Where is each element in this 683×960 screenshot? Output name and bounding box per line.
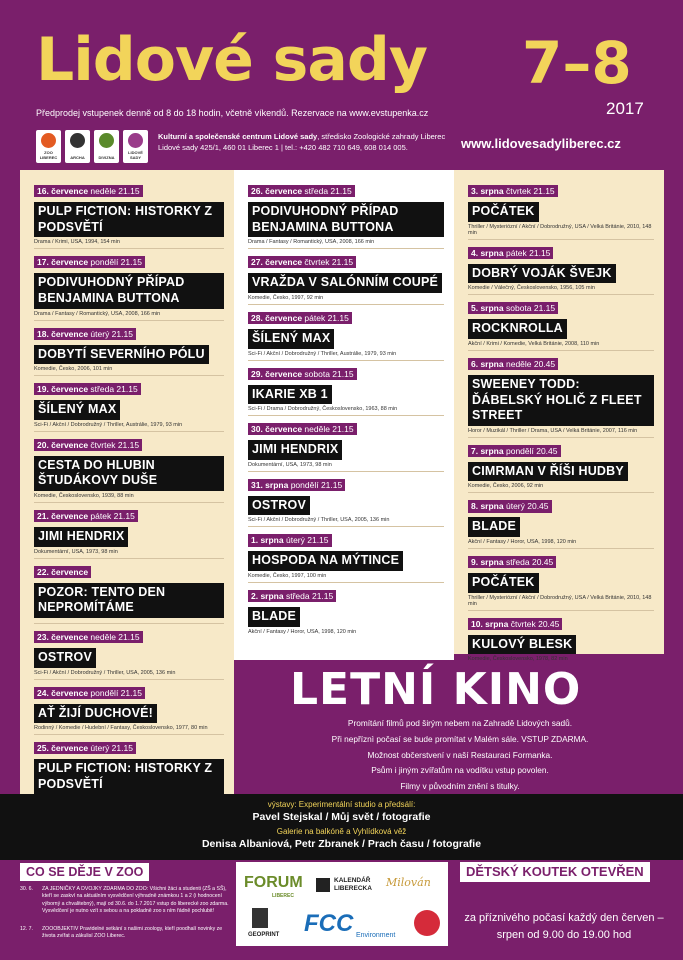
film-title: IKARIE XB 1 <box>248 385 332 405</box>
film-desc: Sci-Fi / Akční / Dobrodružný / Thriller, USA, 2005, 136 min <box>34 669 176 676</box>
milovan-logo: Milován <box>386 876 431 889</box>
zoo-item <box>20 886 230 915</box>
film-desc: Horor / Muzikál / Thriller / Drama, USA / Velká Británie, 2007, 116 min <box>468 427 638 434</box>
film-date <box>34 631 143 643</box>
film-entry <box>248 415 444 471</box>
geoprint-logo: GEOPRINT <box>248 932 280 938</box>
partner-logo <box>36 130 61 163</box>
zoo-item-date: 12. 7. <box>20 926 33 932</box>
film-date <box>34 510 138 522</box>
film-time: pondělí 21.15 <box>290 479 343 490</box>
film-title: DOBRÝ VOJÁK ŠVEJK <box>468 264 616 284</box>
exhibition-1-heading: výstavy: Experimentální studio a předsálí: <box>267 800 416 809</box>
film-entry <box>34 375 224 431</box>
letni-kino-line: Promítání filmů pod širým nebem na Zahradě Lidových sadů. <box>347 718 573 728</box>
partner-logo <box>65 130 90 163</box>
logo-caption: ZOO LIBEREC <box>39 150 58 160</box>
film-date <box>34 256 145 268</box>
film-date <box>34 687 145 699</box>
film-date <box>34 383 141 395</box>
film-date <box>248 256 356 268</box>
film-title: BLADE <box>248 607 300 627</box>
film-title: POČÁTEK <box>468 573 539 593</box>
film-title: HOSPODA NA MÝTINCE <box>248 551 403 571</box>
film-time: pondělí 21.15 <box>90 257 142 268</box>
film-date-day: 1. srpna <box>251 535 284 546</box>
fcc-sub: Environment <box>356 932 396 939</box>
film-desc: Sci-Fi / Akční / Dobrodružný / Thriller, Austrálie, 1979, 93 min <box>248 350 397 357</box>
film-date <box>248 368 357 380</box>
forum-sub: LIBEREC <box>272 893 294 899</box>
film-entry <box>468 437 654 493</box>
zoo-item <box>20 926 230 941</box>
kids-corner-title: DĚTSKÝ KOUTEK OTEVŘEN <box>460 862 650 882</box>
film-time: sobota 21.15 <box>505 303 556 314</box>
logo-mark-icon <box>70 133 85 148</box>
film-date <box>248 534 332 546</box>
program-column-1 <box>20 170 234 796</box>
center-address: Lidové sady 425/1, 460 01 Liberec 1 | tel.: +420 482 710 649, 608 014 005. <box>158 143 408 153</box>
film-time: neděle 21.15 <box>90 631 140 642</box>
film-date-day: 7. srpna <box>471 445 504 456</box>
film-time: středa 20.45 <box>505 557 554 567</box>
film-title: DOBYTÍ SEVERNÍHO PÓLU <box>34 345 209 365</box>
letni-kino-line: Psům i jiným zvířatům na vodítku vstup povolen. <box>371 765 549 776</box>
strawberry-icon <box>414 910 440 936</box>
zoo-item-date: 30. 6. <box>20 886 33 892</box>
film-title: PULP FICTION: HISTORKY Z PODSVĚTÍ <box>34 202 224 237</box>
film-date <box>468 618 562 630</box>
film-date-day: 31. srpna <box>251 479 289 490</box>
event-title: Lidové sady <box>36 25 427 95</box>
year: 2017 <box>606 99 644 118</box>
film-entry <box>468 610 654 666</box>
film-time: neděle 20.45 <box>505 358 556 369</box>
film-date-day: 6. srpna <box>471 358 504 369</box>
film-title: BLADE <box>468 517 520 537</box>
film-desc: Komedie, Česko, 1997, 100 min <box>248 573 327 579</box>
presale-info: Předprodej vstupenek denně od 8 do 18 hodin, včetně víkendů. Rezervace na www.evstupenka.cz <box>36 108 429 118</box>
logo-mark-icon <box>99 133 114 148</box>
exhibitions-band <box>0 794 683 860</box>
film-entry <box>468 294 654 350</box>
film-title: OSTROV <box>34 648 96 668</box>
film-entry <box>34 558 224 623</box>
film-title: JIMI HENDRIX <box>34 527 128 547</box>
film-desc: Akční / Fantasy / Horor, USA, 1998, 120 min <box>468 539 577 545</box>
film-time: pátek 21.15 <box>304 312 349 323</box>
film-date-day: 5. srpna <box>471 303 504 314</box>
film-date <box>248 185 355 197</box>
film-date <box>34 742 136 754</box>
kalendar-logo: KALENDÁŘ LIBERECKA <box>334 877 372 892</box>
film-date <box>468 185 558 197</box>
kalendar-icon <box>316 878 330 892</box>
letni-kino-title: LETNÍ KINO <box>290 664 582 715</box>
film-date-day: 8. srpna <box>471 501 504 512</box>
film-date <box>34 328 136 340</box>
film-title: POČÁTEK <box>468 202 539 222</box>
film-date-day: 20. července <box>37 439 89 450</box>
film-date <box>468 500 552 512</box>
logo-mark-icon <box>41 133 56 148</box>
letni-kino-line: Při nepříznì počasí se bude promítat v Malém sále. VSTUP ZDARMA. <box>331 733 589 744</box>
film-date <box>248 590 336 602</box>
film-title: POZOR: TENTO DEN NEPROMÍTÁME <box>34 583 224 618</box>
zoo-heading: CO SE DĚJE V ZOO <box>20 863 149 881</box>
film-time: úterý 21.15 <box>285 535 329 546</box>
film-desc: Drama / Fantasy / Romantický, USA, 2008, 166 min <box>34 310 161 317</box>
film-title: OSTROV <box>248 496 310 516</box>
film-desc: Komedie / Válečný, Československo, 1956, 105 min <box>468 285 595 292</box>
program-column-3 <box>454 170 664 663</box>
film-date-day: 4. srpna <box>471 247 504 258</box>
partner-logo <box>123 130 148 163</box>
letni-kino-line: Filmy v původním znění s titulky. <box>400 781 520 791</box>
film-date-day: 25. července <box>37 743 89 754</box>
film-desc: Thriller / Mysteriózní / Akční / Dobrodružný, USA / Velká Británie, 2010, 148 min <box>468 594 652 607</box>
partner-logos <box>36 130 148 163</box>
film-title: ROCKNROLLA <box>468 319 567 339</box>
logo-caption: ARCHA <box>70 155 85 160</box>
film-entry <box>34 178 224 248</box>
film-date-day: 27. července <box>251 257 303 268</box>
film-desc: Sci-Fi / Akční / Dobrodružný / Thriller, USA, 2005, 136 min <box>248 517 390 524</box>
kids-corner-text: za příznivého počasí každý den červen – srpen od 9.00 do 19.00 hod <box>464 912 664 941</box>
film-desc: Komedie, Československo, 1939, 88 min <box>34 493 134 499</box>
film-time: čtvrtek 21.15 <box>505 186 555 196</box>
film-entry <box>248 304 444 360</box>
film-entry <box>248 178 444 248</box>
logo-caption: DIVIZNA <box>98 155 115 160</box>
film-entry <box>468 548 654 610</box>
film-entry <box>34 623 224 679</box>
letni-kino-info <box>250 716 670 795</box>
film-date-day: 19. července <box>37 384 89 395</box>
program-column-2 <box>234 170 454 660</box>
film-entry <box>34 248 224 319</box>
film-time: pátek 21.15 <box>90 511 135 521</box>
film-date-day: 30. července <box>251 424 303 435</box>
film-desc: Rodinný / Komedie / Hudební / Fantasy, Československo, 1977, 80 min <box>34 725 208 732</box>
sponsors-panel <box>236 862 448 946</box>
film-entry <box>34 679 224 735</box>
film-time: neděle 21.15 <box>90 186 140 196</box>
film-title: VRAŽDA V SALÓNNÍM COUPÉ <box>248 273 442 293</box>
film-date-day: 29. července <box>251 368 303 379</box>
film-entry <box>468 350 654 437</box>
film-title: CIMRMAN V ŘÍŠI HUDBY <box>468 462 628 482</box>
film-date-day: 3. srpna <box>471 186 504 196</box>
film-date <box>34 185 143 197</box>
film-title: CESTA DO HLUBIN ŠTUDÁKOVY DUŠE <box>34 456 224 491</box>
center-info <box>158 131 445 154</box>
film-desc: Akční / Fantasy / Horor, USA, 1998, 120 min <box>248 628 357 635</box>
film-title: PODIVUHODNÝ PŘÍPAD BENJAMINA BUTTONA <box>248 202 444 237</box>
letni-kino-line: Možnost občerstvení v naší Restauraci Formanka. <box>367 749 553 760</box>
film-desc: Akční / Krimi / Komedie, Velká Británie, 2008, 110 min <box>468 340 600 347</box>
film-entry <box>34 320 224 376</box>
film-date-day: 16. července <box>37 186 89 196</box>
film-date-day: 10. srpna <box>471 618 509 629</box>
film-date <box>248 312 352 324</box>
film-time: čtvrtek 21.15 <box>90 439 140 450</box>
film-date-day: 28. července <box>251 312 303 323</box>
film-desc: Sci-Fi / Drama / Dobrodružný, Československo, 1963, 88 min <box>248 406 398 413</box>
film-date <box>468 247 553 259</box>
film-desc: Dokumentární, USA, 1973, 98 min <box>34 548 118 555</box>
forum-logo: FORUM <box>244 874 303 891</box>
film-entry <box>34 502 224 558</box>
film-date <box>34 439 142 451</box>
film-time: pondělí 20.45 <box>505 445 558 456</box>
film-title: KULOVÝ BLESK <box>468 635 576 655</box>
film-date-day: 24. července <box>37 687 89 698</box>
date-range: 7–8 <box>522 29 632 97</box>
film-time: úterý 21.15 <box>90 743 133 754</box>
film-title: ŠÍLENÝ MAX <box>248 329 334 349</box>
exhibition-1-text: Pavel Stejskal / Můj svět / fotografie <box>252 811 431 823</box>
film-time: pondělí 21.15 <box>90 687 142 698</box>
film-date-day: 21. července <box>37 511 89 521</box>
film-time: úterý 20.45 <box>505 501 549 512</box>
film-date-day: 2. srpna <box>251 591 284 601</box>
film-time: středa 21.15 <box>90 384 138 395</box>
film-date <box>248 479 345 491</box>
fcc-logo: FCC <box>304 910 354 937</box>
film-entry <box>248 526 444 582</box>
film-time: neděle 21.15 <box>304 424 354 435</box>
film-desc: Komedie, Česko, 2006, 92 min <box>468 483 544 490</box>
center-sub: , středisko Zoologické zahrady Liberec <box>317 132 446 141</box>
film-date <box>468 302 558 314</box>
film-entry <box>468 178 654 239</box>
film-desc: Komedie, Československo, 1978, 82 min <box>468 656 568 663</box>
film-date-day: 22. července <box>37 566 89 577</box>
film-date <box>34 566 91 578</box>
film-title: JIMI HENDRIX <box>248 440 342 460</box>
film-title: AŤ ŽIJÍ DUCHOVÉ! <box>34 704 157 724</box>
film-entry <box>34 431 224 502</box>
film-title: PULP FICTION: HISTORKY Z PODSVĚTÍ <box>34 759 224 794</box>
film-date <box>468 556 556 568</box>
film-desc: Drama / Fantasy / Romantický, USA, 2008, 166 min <box>248 239 375 246</box>
film-title: PODIVUHODNÝ PŘÍPAD BENJAMINA BUTTONA <box>34 273 224 308</box>
film-entry <box>248 582 444 638</box>
exhibition-2-text: Denisa Albaniová, Petr Zbranek / Prach času / fotografie <box>201 838 482 850</box>
website-link[interactable]: www.lidovesadyliberec.cz <box>461 136 621 151</box>
film-desc: Komedie, Česko, 1997, 92 min <box>248 294 324 301</box>
film-date-day: 17. července <box>37 257 89 268</box>
film-entry <box>248 248 444 304</box>
zoo-item-text: ZA JEDNIČKY A DVOJKY ZDARMA DO ZOO: Všichni žáci a studenti (ZŠ a SŠ), kteří se zaskví na aktuálním vysvědčení výhradně známkou 1 a 2 (i hodnocení výborný a chvalitebný), mají od 30.6. do 1.7.2017 vstup do liberecké zoo zdarma. Vysvědčení je nutno vzít s sebou a na pokladně zoo s ním řádně pochlubit! <box>42 886 229 914</box>
film-date-day: 23. července <box>37 631 89 642</box>
center-name: Kulturní a společenské centrum Lidové sady <box>158 132 318 141</box>
zoo-item-text: ZOOOBJEKTIV Pravidelné setkání s našimi zoology, kteří poodhalí novinky ze života zvířat a zákulisí ZOO Liberec. <box>42 926 223 940</box>
film-desc: Sci-Fi / Akční / Dobrodružný / Thriller, Austrálie, 1979, 93 min <box>34 421 183 428</box>
film-date <box>248 423 357 435</box>
geoprint-icon <box>252 908 268 928</box>
film-date-day: 26. července <box>251 186 303 196</box>
logo-mark-icon <box>128 133 143 148</box>
partner-logo <box>94 130 119 163</box>
film-title: ŠÍLENÝ MAX <box>34 400 120 420</box>
logo-caption: LIDOVÉ SADY <box>128 150 143 160</box>
exhibition-2-heading: Galerie na balkóně a Vyhlídková věž <box>276 827 407 836</box>
film-time: pátek 21.15 <box>505 247 551 258</box>
film-time: čtvrtek 20.45 <box>510 618 560 629</box>
film-time: středa 21.15 <box>304 186 352 196</box>
film-date-day: 9. srpna <box>471 557 504 567</box>
film-entry <box>468 492 654 548</box>
film-time: čtvrtek 21.15 <box>304 257 354 268</box>
film-date <box>468 358 558 370</box>
film-desc: Drama / Krimi, USA, 1994, 154 min <box>34 239 120 246</box>
film-title: SWEENEY TODD: ĎÁBELSKÝ HOLIČ Z FLEET STREET <box>468 375 654 426</box>
film-entry <box>468 239 654 295</box>
film-desc: Thriller / Mysteriózní / Akční / Dobrodružný, USA / Velká Británie, 2010, 148 min <box>468 223 652 236</box>
film-time: středa 21.15 <box>285 591 334 601</box>
film-time: úterý 21.15 <box>90 328 133 339</box>
film-time: sobota 21.15 <box>304 368 354 379</box>
film-entry <box>248 360 444 416</box>
film-date <box>468 445 561 457</box>
film-desc: Komedie, Česko, 2006, 101 min <box>34 366 113 373</box>
film-date-day: 18. července <box>37 328 89 339</box>
film-entry <box>248 471 444 527</box>
film-desc: Dokumentární, USA, 1973, 98 min <box>248 461 332 468</box>
